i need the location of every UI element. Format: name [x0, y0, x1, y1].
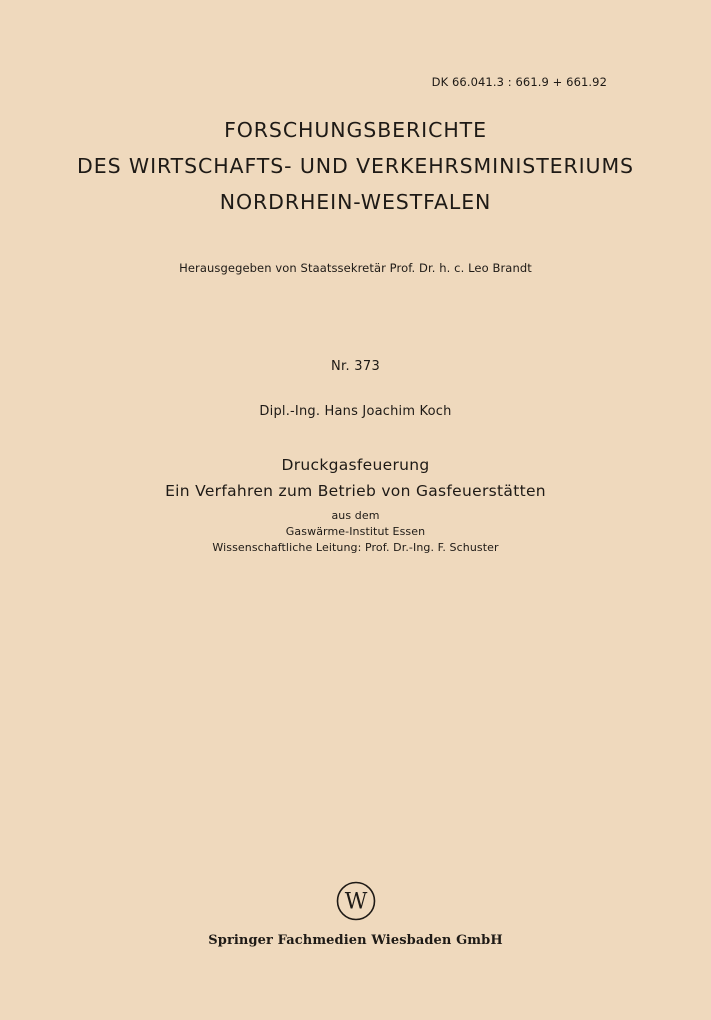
series-title-line: FORSCHUNGSBERICHTE — [224, 118, 487, 142]
logo-letter: W — [344, 889, 368, 915]
series-title-line: DES WIRTSCHAFTS- UND VERKEHRSMINISTERIUMS — [77, 154, 634, 178]
book-title — [0, 452, 711, 504]
book-main-title: Druckgasfeuerung — [281, 456, 430, 474]
issue-number: Nr. 373 — [330, 359, 381, 374]
institution-name: Gaswärme-Institut Essen — [285, 525, 426, 538]
series-title-line: NORDRHEIN-WESTFALEN — [219, 190, 492, 214]
dk-classification: DK 66.041.3 : 661.9 + 661.92 — [431, 75, 607, 89]
springer-w-logo-icon — [336, 881, 376, 921]
book-subtitle: Ein Verfahren zum Betrieb von Gasfeuerstätten — [165, 482, 546, 500]
series-title — [0, 112, 711, 220]
series-editor: Herausgegeben von Staatssekretär Prof. Dr. h. c. Leo Brandt — [179, 261, 532, 275]
institution-lead: Wissenschaftliche Leitung: Prof. Dr.-Ing. F. Schuster — [212, 541, 499, 554]
publisher-name: Springer Fachmedien Wiesbaden GmbH — [208, 933, 503, 948]
institution-block — [0, 508, 711, 556]
institution-intro: aus dem — [331, 509, 380, 522]
author-name: Dipl.-Ing. Hans Joachim Koch — [259, 404, 452, 419]
